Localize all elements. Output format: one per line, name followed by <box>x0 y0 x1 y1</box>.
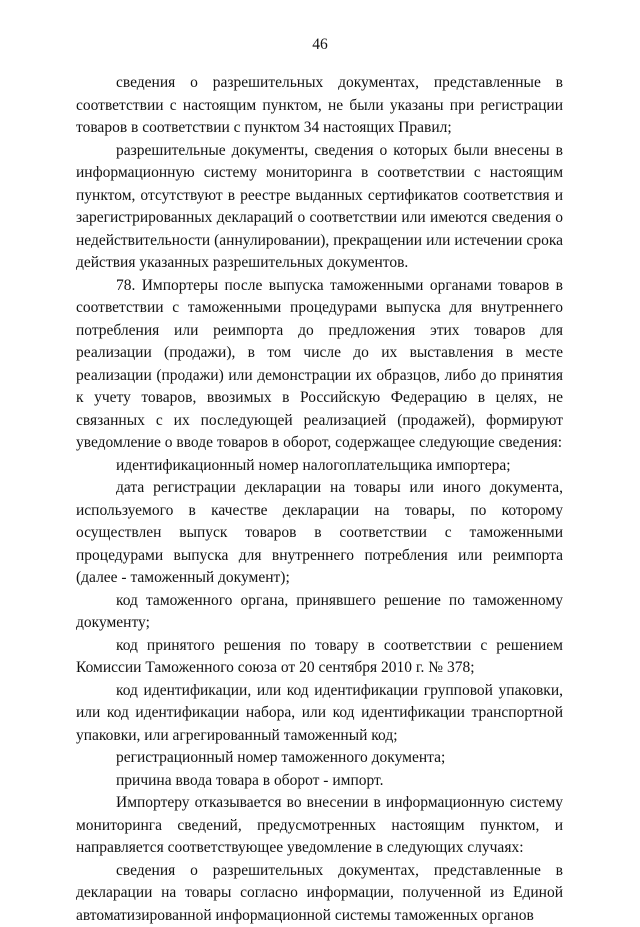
paragraph: Импортеру отказывается во внесении в информационную систему мониторинга сведений, предусмотренных настоящим пунктом, и направляется соответствующее уведомление в следующих случаях: <box>76 792 563 860</box>
paragraph: код принятого решения по товару в соответствии с решением Комиссии Таможенного союза от 20 сентября 2010 г. № 378; <box>76 635 563 680</box>
paragraph: 78. Импортеры после выпуска таможенными органами товаров в соответствии с таможенными процедурами выпуска для внутреннего потребления или реимпорта до предложения этих товаров для реализации (продажи), в том числе до их выставления в месте реализации (продажи) или демонстрации их образцов, либо до принятия к учету товаров, ввозимых в Российскую Федерацию в целях, не связанных с их последующей реализацией (продажей), формируют уведомление о вводе товаров в оборот, содержащее следующие сведения: <box>76 275 563 455</box>
paragraph: сведения о разрешительных документах, представленные в декларации на товары согласно информации, полученной из Единой автоматизированной информационной системы таможенных органов <box>76 860 563 927</box>
paragraph: код идентификации, или код идентификации групповой упаковки, или код идентификации набора, или код идентификации транспортной упаковки, или агрегированный таможенный код; <box>76 680 563 748</box>
paragraph: регистрационный номер таможенного документа; <box>76 747 563 770</box>
page-number: 46 <box>0 36 640 54</box>
paragraph: дата регистрации декларации на товары или иного документа, используемого в качестве декларации на товары, по которому осуществлен выпуск товаров в соответствии с таможенными процедурами выпуска для внутреннего потребления или реимпорта (далее - таможенный документ); <box>76 477 563 590</box>
paragraph: причина ввода товара в оборот - импорт. <box>76 770 563 793</box>
document-body <box>76 72 563 927</box>
paragraph: разрешительные документы, сведения о которых были внесены в информационную систему мониторинга в соответствии с настоящим пунктом, отсутствуют в реестре выданных сертификатов соответствия и зарегистрированных деклараций о соответствии или имеются сведения о недействительности (аннулировании), прекращении или истечении срока действия указанных разрешительных документов. <box>76 140 563 275</box>
paragraph: идентификационный номер налогоплательщика импортера; <box>76 455 563 478</box>
paragraph: сведения о разрешительных документах, представленные в соответствии с настоящим пунктом, не были указаны при регистрации товаров в соответствии с пунктом 34 настоящих Правил; <box>76 72 563 140</box>
paragraph: код таможенного органа, принявшего решение по таможенному документу; <box>76 590 563 635</box>
